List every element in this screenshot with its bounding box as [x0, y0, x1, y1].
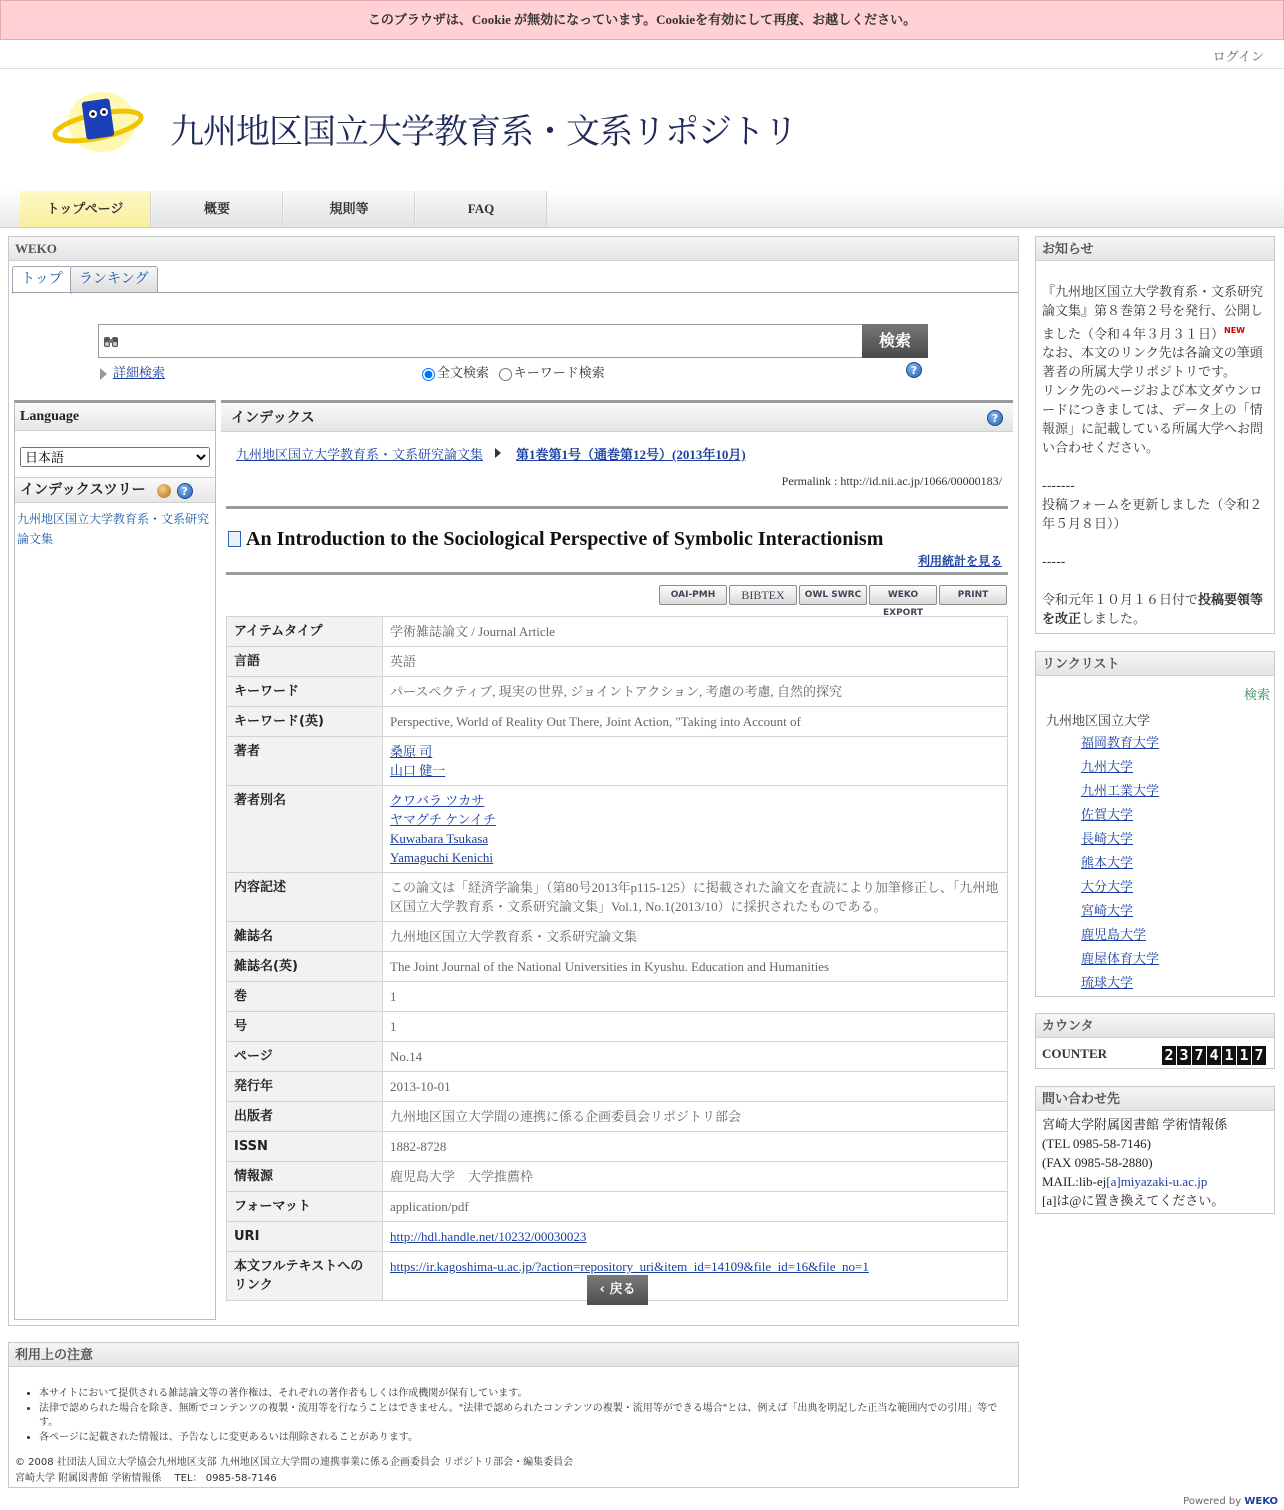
search-box: [98, 324, 864, 358]
metadata-text: 鹿児島大学 大学推薦枠: [390, 1169, 534, 1184]
metadata-text: The Joint Journal of the National Universities in Kyushu. Education and Humanities: [390, 959, 830, 974]
metadata-text: 学術雑誌論文 / Journal Article: [390, 624, 556, 639]
metadata-text: 九州地区国立大学教育系・文系研究論文集: [390, 929, 638, 944]
metadata-row: [227, 1132, 1008, 1162]
metadata-key: 号: [227, 1012, 383, 1042]
breadcrumb-arrow-icon: [495, 448, 501, 458]
link-list-item: [1081, 804, 1133, 823]
logo-icon: [52, 86, 148, 158]
metadata-text: No.14: [390, 1049, 423, 1064]
metadata-key: 本文フルテキストへのリンク: [227, 1252, 383, 1301]
metadata-key: アイテムタイプ: [227, 617, 383, 647]
metadata-row: [227, 707, 1008, 737]
document-icon: [228, 531, 241, 547]
usage-notes: [9, 1367, 1018, 1445]
nav-rules[interactable]: 規則等: [284, 191, 415, 227]
metadata-key: ページ: [227, 1042, 383, 1072]
main-nav: [0, 190, 1284, 228]
metadata-text: 1: [390, 1019, 397, 1034]
metadata-key: ISSN: [227, 1132, 383, 1162]
title-rule-bottom: [226, 572, 1008, 575]
index-tree-title: インデックスツリー: [20, 483, 146, 498]
triangle-right-icon: [100, 368, 107, 380]
metadata-value: [383, 922, 1008, 952]
counter-head: カウンタ: [1036, 1014, 1274, 1038]
owl-swrc-button[interactable]: OWL SWRC: [799, 585, 867, 605]
search-help-icon[interactable]: ?: [906, 362, 922, 378]
link-list-item: [1081, 732, 1159, 751]
metadata-row: [227, 1162, 1008, 1192]
tab-ranking[interactable]: ランキング: [70, 266, 158, 293]
weko-export-button[interactable]: WEKO EXPORT: [869, 585, 937, 605]
metadata-link[interactable]: Yamaguchi Kenichi: [390, 850, 494, 865]
usage-stats-link[interactable]: 利用統計を見る: [917, 554, 1002, 568]
link-list-item: [1081, 828, 1133, 847]
contact-note: [a]は@に置き換えてください。: [1042, 1193, 1225, 1208]
contact-head: 問い合わせ先: [1036, 1087, 1274, 1111]
metadata-row: [227, 647, 1008, 677]
weko-panel-head: WEKO: [9, 237, 1018, 261]
powered-by: [1183, 1496, 1278, 1507]
counter-digit: 2: [1162, 1046, 1176, 1065]
index-head: [221, 400, 1013, 432]
print-button[interactable]: PRINT: [939, 585, 1007, 605]
search-mode: [422, 362, 605, 381]
back-button[interactable]: ‹ 戻る: [587, 1275, 648, 1305]
metadata-text: 英語: [390, 654, 417, 669]
counter-digit: 1: [1237, 1046, 1251, 1065]
metadata-value: [383, 737, 1008, 786]
university-link[interactable]: 九州工業大学: [1081, 783, 1160, 798]
fulltext-label: 全文検索: [437, 365, 490, 380]
usage-note: • 各ページに記載された情報は、予告なしに変更あるいは削除されることがあります。: [39, 1431, 1012, 1445]
news-item-3: リンク先のページおよび本文ダウンロードにつきましては、データ上の「情報源」に記載している所属大学へお問い合わせください。: [1042, 384, 1264, 457]
counter-value: [1162, 1046, 1267, 1065]
counter-digit: 1: [1222, 1046, 1236, 1065]
metadata-value: [383, 952, 1008, 982]
news-item-5-suffix: しました。: [1081, 612, 1147, 628]
metadata-row: [227, 617, 1008, 647]
left-column: [14, 400, 216, 1320]
metadata-link[interactable]: 山口 健一: [390, 763, 446, 778]
university-link[interactable]: 佐賀大学: [1081, 807, 1134, 822]
metadata-link[interactable]: Kuwabara Tsukasa: [390, 831, 489, 846]
metadata-key: 雑誌名(英): [227, 952, 383, 982]
breadcrumb-journal[interactable]: 九州地区国立大学教育系・文系研究論文集: [236, 447, 484, 462]
metadata-value: [383, 617, 1008, 647]
metadata-link[interactable]: http://hdl.handle.net/10232/00030023: [390, 1229, 587, 1244]
metadata-text: 九州地区国立大学間の連携に係る企画委員会リポジトリ部会: [390, 1109, 742, 1124]
metadata-value: [383, 647, 1008, 677]
metadata-row: [227, 1192, 1008, 1222]
counter-label: COUNTER: [1042, 1046, 1108, 1061]
university-link[interactable]: 福岡教育大学: [1081, 735, 1160, 750]
metadata-value: [383, 786, 1008, 873]
metadata-text: この論文は「経済学論集」（第80号2013年p115-125）に掲載された論文を査読により加筆修正し、「九州地区国立大学教育系・文系研究論文集」Vol.1, No.1(2013/10）に採択されたものである。: [390, 880, 999, 914]
keyword-radio[interactable]: [499, 368, 512, 381]
university-link[interactable]: 鹿児島大学: [1081, 927, 1147, 942]
link-list-search[interactable]: 検索: [1243, 688, 1270, 703]
permalink: Permalink : http://id.nii.ac.jp/1066/00000183/: [781, 474, 1002, 488]
news-item-2: なお、本文のリンク先は各論文の筆頭著者の所属大学リポジトリです。: [1042, 346, 1263, 381]
counter-digit: 4: [1207, 1046, 1221, 1065]
index-help-icon[interactable]: ?: [987, 410, 1003, 426]
usage-note: • 法律で認められた場合を除き、無断でコンテンツの複製・流用等を行なうことはできません。"法律で認められたコンテンツの複製・流用等ができる場合"とは、例えば「出典を明記した正当な範囲内での引用」等です。: [39, 1402, 1012, 1430]
nav-faq[interactable]: FAQ: [416, 191, 547, 227]
link-list-item: [1081, 756, 1133, 775]
metadata-key: 著者別名: [227, 786, 383, 873]
oai-pmh-button[interactable]: OAI-PMH: [659, 585, 727, 605]
metadata-row: [227, 952, 1008, 982]
metadata-link[interactable]: 桑原 司: [390, 744, 433, 759]
university-link[interactable]: 長崎大学: [1081, 831, 1134, 846]
metadata-value: [383, 1012, 1008, 1042]
cookie-notice: このブラウザは、Cookie が無効になっています。Cookieを有効にして再度、お越しください。: [0, 0, 1284, 40]
metadata-value: [383, 1252, 1008, 1301]
powered-name[interactable]: WEKO: [1244, 1496, 1278, 1507]
metadata-link[interactable]: https://ir.kagoshima-u.ac.jp/?action=repository_uri&item_id=14109&file_id=16&file_no=1: [390, 1259, 869, 1274]
university-link[interactable]: 宮崎大学: [1081, 903, 1134, 918]
link-list-item: [1081, 972, 1133, 991]
news-item-4: 投稿フォームを更新しました（令和２年５月８日））: [1042, 498, 1263, 533]
metadata-row: [227, 786, 1008, 873]
contact-line-3: (FAX 0985-58-2880): [1042, 1155, 1153, 1170]
contact-body: [1036, 1111, 1274, 1214]
new-badge: NEW: [1224, 326, 1245, 335]
language-select[interactable]: [20, 447, 210, 467]
metadata-row: [227, 1012, 1008, 1042]
link-list-item: [1081, 900, 1133, 919]
metadata-key: URI: [227, 1222, 383, 1252]
metadata-row: [227, 1102, 1008, 1132]
metadata-value: [383, 1072, 1008, 1102]
metadata-value: [383, 1222, 1008, 1252]
copyright-line-1: © 2008 社団法人国立大学協会九州地区支部 九州地区国立大学間の連携事業に係る企画委員会 リポジトリ部会・編集委員会: [15, 1457, 574, 1468]
contact-panel: [1035, 1086, 1275, 1214]
metadata-table: [226, 616, 1008, 1301]
tree-settings-icon[interactable]: [157, 484, 171, 498]
metadata-row: [227, 1222, 1008, 1252]
title-rule-top: [226, 506, 1008, 509]
link-list-item: [1081, 924, 1146, 943]
nav-top-page[interactable]: トップページ: [20, 191, 151, 227]
fulltext-radio-label[interactable]: [422, 365, 489, 380]
metadata-key: 巻: [227, 982, 383, 1012]
metadata-key: 出版者: [227, 1102, 383, 1132]
news-head: お知らせ: [1036, 237, 1274, 261]
usage-notice-panel: [8, 1342, 1019, 1488]
metadata-value: [383, 677, 1008, 707]
university-link[interactable]: 鹿屋体育大学: [1081, 951, 1160, 966]
metadata-value: [383, 873, 1008, 922]
contact-mail-link[interactable]: [a]miyazaki-u.ac.jp: [1106, 1174, 1208, 1189]
metadata-value: [383, 707, 1008, 737]
metadata-value: [383, 1042, 1008, 1072]
university-link[interactable]: 大分大学: [1081, 879, 1134, 894]
link-list-item: [1081, 876, 1133, 895]
tab-top[interactable]: トップ: [12, 266, 72, 294]
metadata-row: [227, 982, 1008, 1012]
back-label: 戻る: [609, 1282, 636, 1297]
metadata-text: 1: [390, 989, 397, 1004]
tabs-divider: [12, 292, 1018, 293]
metadata-key: 雑誌名: [227, 922, 383, 952]
login-link[interactable]: ログイン: [1212, 49, 1264, 64]
metadata-key: 内容記述: [227, 873, 383, 922]
metadata-key: 著者: [227, 737, 383, 786]
breadcrumb-issue[interactable]: 第1巻第1号（通巻第12号）(2013年10月): [516, 447, 746, 462]
metadata-text: 1882-8728: [390, 1139, 447, 1154]
nav-overview[interactable]: 概要: [152, 191, 283, 227]
index-head-title: インデックス: [231, 411, 315, 426]
news-separator-1: -------: [1042, 479, 1075, 495]
site-title: 九州地区国立大学教育系・文系リポジトリ: [170, 112, 797, 152]
news-item-5-emphasis: 投稿要領等を改正: [1042, 593, 1264, 628]
counter-digit: 3: [1177, 1046, 1191, 1065]
header-divider: [0, 68, 1284, 69]
metadata-row: [227, 677, 1008, 707]
search-button[interactable]: 検索: [862, 324, 928, 358]
metadata-key: 情報源: [227, 1162, 383, 1192]
link-list-head: リンクリスト: [1036, 652, 1274, 676]
metadata-row: [227, 737, 1008, 786]
counter-digit: 7: [1252, 1046, 1266, 1065]
metadata-key: キーワード(英): [227, 707, 383, 737]
news-body: [1036, 261, 1274, 635]
bibtex-button[interactable]: BIBTEX: [729, 585, 797, 605]
link-list-item: [1081, 852, 1133, 871]
news-item-5-prefix: 令和元年１０月１６日付で: [1042, 593, 1199, 609]
keyword-label: キーワード検索: [513, 365, 605, 380]
link-list-item: [1081, 780, 1159, 799]
advanced-search: [100, 362, 165, 381]
index-tree-head: [15, 477, 215, 503]
usage-note: • 本サイトにおいて提供される雑誌論文等の著作権は、それぞれの著作者もしくは作成機関が保有しています。: [39, 1387, 1012, 1401]
link-group-label: 九州地区国立大学: [1046, 714, 1151, 729]
item-title: An Introduction to the Sociological Perspective of Symbolic Interactionism: [246, 528, 884, 550]
university-link[interactable]: 熊本大学: [1081, 855, 1134, 870]
news-panel: [1035, 236, 1275, 634]
metadata-text: Perspective, World of Reality Out There, Joint Action, "Taking into Account of: [390, 714, 801, 729]
copyright-line-2: 宮崎大学 附属図書館 学術情報係 TEL： 0985-58-7146: [15, 1473, 277, 1484]
search-input[interactable]: [99, 325, 863, 357]
keyword-radio-label[interactable]: [499, 365, 605, 380]
metadata-key: フォーマット: [227, 1192, 383, 1222]
tree-item-journal[interactable]: 九州地区国立大学教育系・文系研究論文集: [17, 512, 210, 546]
news-separator-2: -----: [1042, 555, 1066, 571]
link-list-item: [1081, 948, 1159, 967]
tree-help-icon[interactable]: ?: [177, 483, 193, 499]
binoculars-icon: [103, 334, 119, 348]
metadata-text: application/pdf: [390, 1199, 469, 1214]
news-item-1: 『九州地区国立大学教育系・文系研究論文集』第８巻第２号を発行、公開しました（令和４年３月３１日）: [1042, 285, 1264, 343]
usage-notice-head: 利用上の注意: [9, 1343, 1018, 1367]
metadata-row: [227, 922, 1008, 952]
metadata-row: [227, 873, 1008, 922]
metadata-row: [227, 1072, 1008, 1102]
contact-line-1: 宮崎大学附属図書館 学術情報係: [1042, 1117, 1228, 1132]
metadata-text: パースペクティブ, 現実の世界, ジョイントアクション, 考慮の考慮, 自然的探究: [390, 684, 843, 699]
metadata-value: [383, 1192, 1008, 1222]
contact-line-2: (TEL 0985-58-7146): [1042, 1136, 1151, 1151]
metadata-value: [383, 1132, 1008, 1162]
contact-mail-prefix: MAIL:lib-ej: [1042, 1174, 1107, 1189]
metadata-value: [383, 1162, 1008, 1192]
counter-digit: 7: [1192, 1046, 1206, 1065]
metadata-value: [383, 982, 1008, 1012]
fulltext-radio[interactable]: [422, 368, 435, 381]
link-list-panel: [1035, 651, 1275, 997]
metadata-link[interactable]: クワバラ ツカサ: [390, 793, 485, 808]
counter-panel: [1035, 1013, 1275, 1069]
language-head: Language: [15, 403, 215, 431]
metadata-key: キーワード: [227, 677, 383, 707]
metadata-key: 発行年: [227, 1072, 383, 1102]
metadata-key: 言語: [227, 647, 383, 677]
metadata-row: [227, 1042, 1008, 1072]
powered-prefix: Powered by: [1183, 1496, 1242, 1507]
university-link[interactable]: 琉球大学: [1081, 975, 1134, 990]
advanced-search-link[interactable]: 詳細検索: [113, 365, 166, 380]
university-link[interactable]: 九州大学: [1081, 759, 1134, 774]
metadata-text: 2013-10-01: [390, 1079, 451, 1094]
metadata-link[interactable]: ヤマグチ ケンイチ: [390, 812, 496, 827]
metadata-value: [383, 1102, 1008, 1132]
